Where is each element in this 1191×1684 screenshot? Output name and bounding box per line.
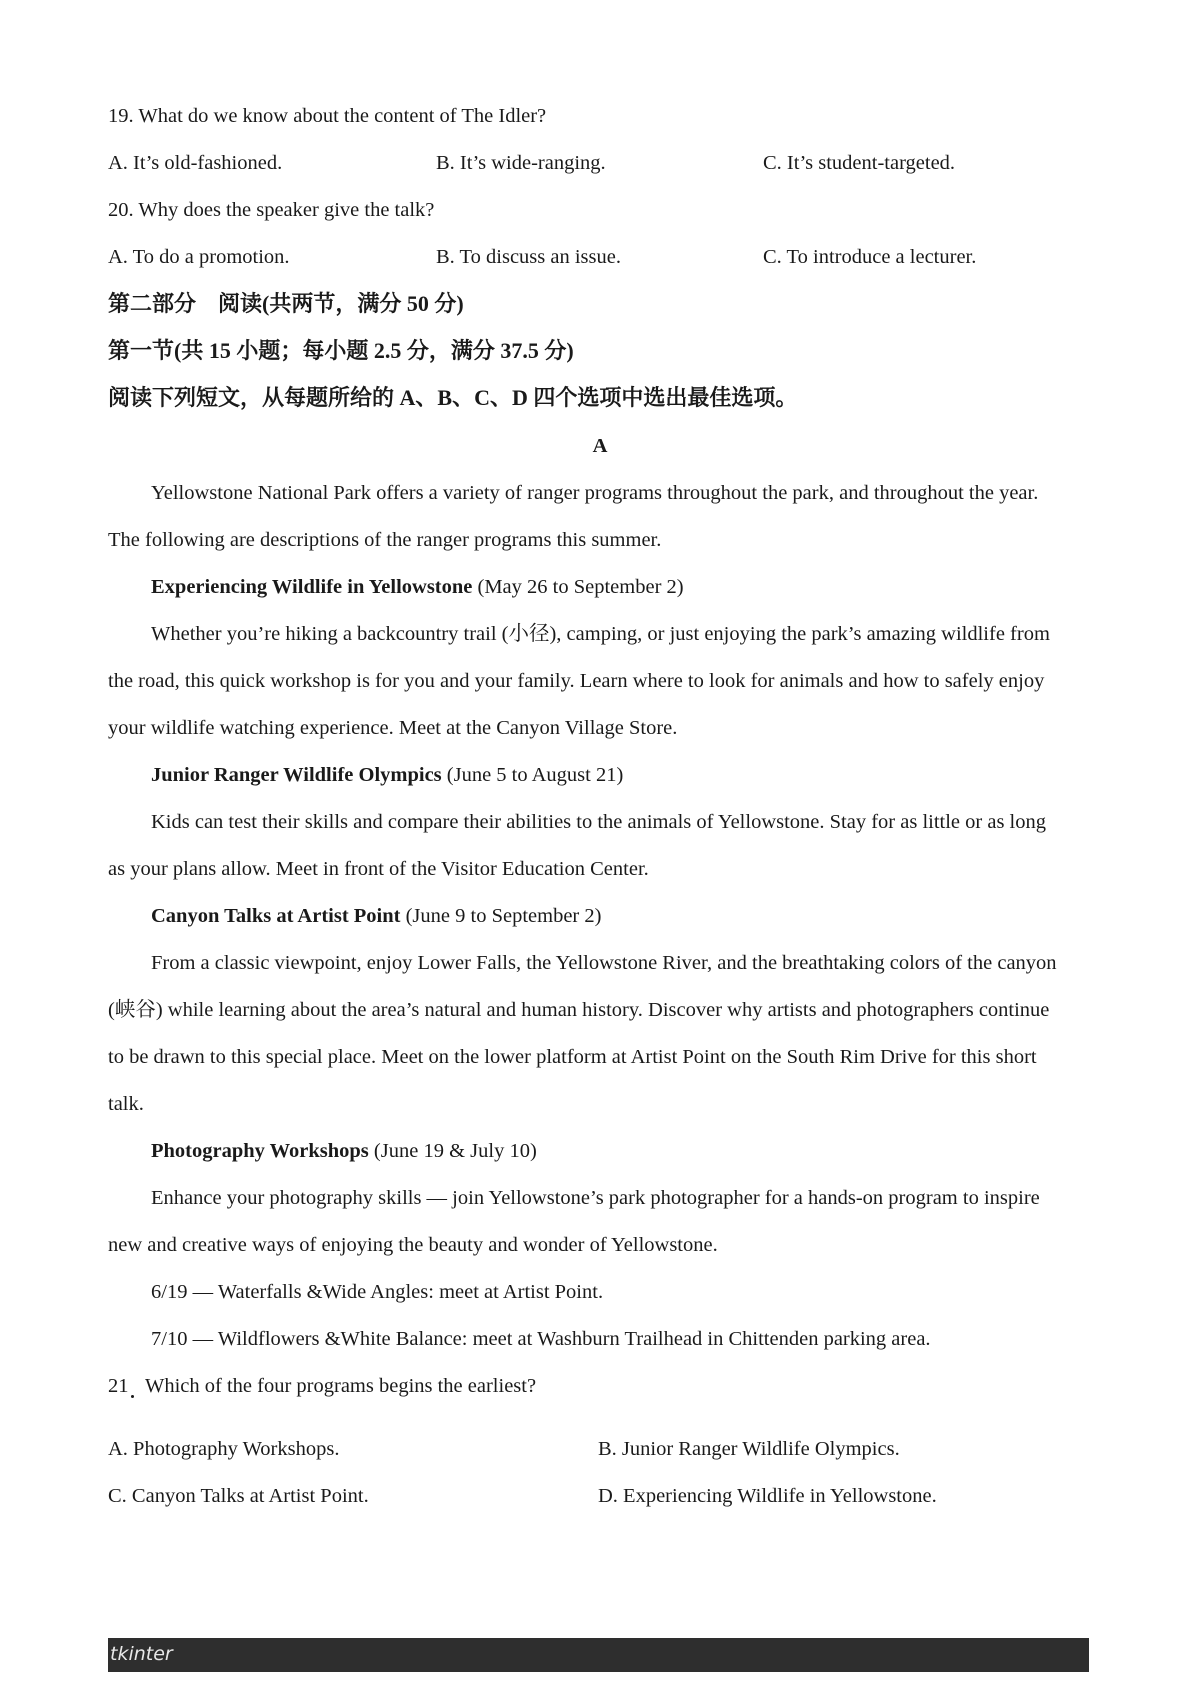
program-4-dates: (June 19 & July 10) [368, 1140, 537, 1162]
program-3-line-4: talk. [108, 1093, 144, 1115]
section-subsection-heading: 第一节(共 15 小题；每小题 2.5 分，满分 37.5 分) [108, 338, 574, 363]
q19-option-a: A. It’s old-fashioned. [108, 152, 283, 174]
question-21-dot [131, 1395, 134, 1398]
q21-option-a: A. Photography Workshops. [108, 1438, 340, 1460]
footer-bar [108, 1638, 1089, 1672]
question-20: 20. Why does the speaker give the talk? [108, 199, 435, 221]
program-3-line-2: (峡谷) while learning about the area’s natural and human history. Discover why artists and photographers continue [108, 999, 1050, 1021]
q19-option-c: C. It’s student-targeted. [763, 152, 956, 174]
program-2-heading [151, 761, 623, 789]
program-2-title: Junior Ranger Wildlife Olympics [151, 764, 442, 786]
question-19: 19. What do we know about the content of The Idler? [108, 105, 547, 127]
program-2-line-1: Kids can test their skills and compare their abilities to the animals of Yellowstone. Stay for as little or as long [151, 811, 1047, 833]
footer-label: tkinter [110, 1643, 173, 1665]
program-3-dates: (June 9 to September 2) [400, 905, 602, 927]
program-4-heading [151, 1137, 537, 1165]
question-21: Which of the four programs begins the earliest? [145, 1375, 537, 1397]
program-1-line-3: your wildlife watching experience. Meet at the Canyon Village Store. [108, 717, 678, 739]
program-1-title: Experiencing Wildlife in Yellowstone [151, 576, 473, 598]
q20-option-a: A. To do a promotion. [108, 246, 290, 268]
program-3-title: Canyon Talks at Artist Point [151, 905, 401, 927]
question-21-number: 21 [108, 1375, 129, 1397]
section-instruction: 阅读下列短文，从每题所给的 A、B、C、D 四个选项中选出最佳选项。 [108, 385, 798, 410]
q21-option-c: C. Canyon Talks at Artist Point. [108, 1485, 369, 1507]
program-1-line-2: the road, this quick workshop is for you and your family. Learn where to look for animals and how to safely enjoy [108, 670, 1045, 692]
program-2-line-2: as your plans allow. Meet in front of the Visitor Education Center. [108, 858, 649, 880]
program-4-session-1: 6/19 — Waterfalls &Wide Angles: meet at Artist Point. [151, 1281, 604, 1303]
program-4-line-1: Enhance your photography skills — join Yellowstone’s park photographer for a hands-on program to inspire [151, 1187, 1040, 1209]
program-3-line-3: to be drawn to this special place. Meet on the lower platform at Artist Point on the South Rim Drive for this short [108, 1046, 1037, 1068]
q21-option-b: B. Junior Ranger Wildlife Olympics. [598, 1438, 900, 1460]
program-4-line-2: new and creative ways of enjoying the beauty and wonder of Yellowstone. [108, 1234, 718, 1256]
section-part-heading: 第二部分 阅读(共两节，满分 50 分) [108, 291, 464, 316]
q21-option-d: D. Experiencing Wildlife in Yellowstone. [598, 1485, 937, 1507]
program-3-heading [151, 902, 601, 930]
q20-option-c: C. To introduce a lecturer. [763, 246, 977, 268]
program-1-heading [151, 573, 684, 601]
program-4-session-2: 7/10 — Wildflowers &White Balance: meet at Washburn Trailhead in Chittenden parking area. [151, 1328, 931, 1350]
program-1-dates: (May 26 to September 2) [472, 576, 684, 598]
program-4-title: Photography Workshops [151, 1140, 369, 1162]
q19-option-b: B. It’s wide-ranging. [436, 152, 606, 174]
passage-intro-line-2: The following are descriptions of the ranger programs this summer. [108, 529, 662, 551]
program-1-line-1: Whether you’re hiking a backcountry trail (小径), camping, or just enjoying the park’s amazing wildlife from [151, 623, 1050, 645]
q20-option-b: B. To discuss an issue. [436, 246, 621, 268]
program-3-line-1: From a classic viewpoint, enjoy Lower Falls, the Yellowstone River, and the breathtaking colors of the canyon [151, 952, 1057, 974]
passage-intro-line-1: Yellowstone National Park offers a variety of ranger programs throughout the park, and throughout the year. [151, 482, 1039, 504]
program-2-dates: (June 5 to August 21) [441, 764, 624, 786]
passage-letter: A [592, 435, 608, 457]
